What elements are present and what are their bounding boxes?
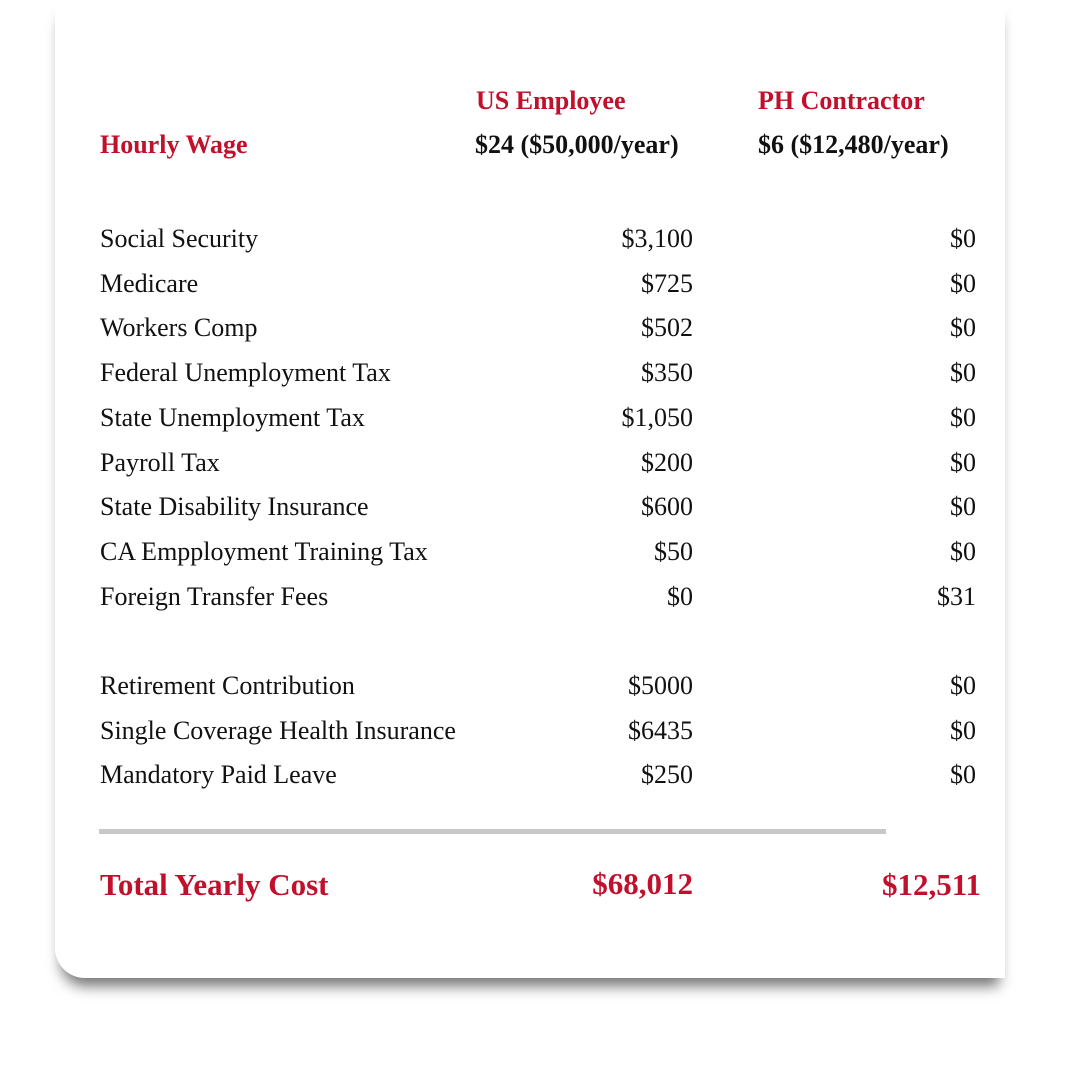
- row-label: CA Empployment Training Tax: [100, 536, 428, 566]
- ph-value: $0: [950, 760, 976, 790]
- ph-value: $0: [950, 224, 976, 253]
- row-label: Medicare: [100, 268, 199, 298]
- us-value: $350: [641, 358, 693, 388]
- us-value: $0: [667, 581, 693, 611]
- ph-value: $0: [950, 715, 976, 745]
- cost-row: [0, 760, 1080, 800]
- us-value: $600: [641, 492, 693, 522]
- hourly-wage-ph: $6 ($12,480/year): [758, 130, 949, 159]
- cost-row: [0, 492, 1080, 532]
- hourly-wage-us: $24 ($50,000/year): [475, 130, 679, 159]
- ph-value: $0: [950, 313, 976, 343]
- cost-row: [0, 269, 1080, 309]
- ph-value: $0: [950, 358, 976, 388]
- hourly-wage-label: Hourly Wage: [100, 130, 248, 159]
- total-ph: $12,511: [881, 867, 981, 902]
- us-value: $6435: [628, 715, 693, 745]
- ph-value: $0: [950, 447, 976, 477]
- cost-row: [0, 448, 1080, 488]
- total-us: $68,012: [592, 866, 693, 901]
- us-value: $50: [654, 536, 693, 566]
- us-value: $502: [641, 313, 693, 343]
- cost-row: [0, 537, 1080, 577]
- row-label: Workers Comp: [100, 313, 258, 343]
- cost-row: [0, 224, 1080, 264]
- ph-value: $0: [950, 492, 976, 522]
- cost-row: [0, 313, 1080, 353]
- cost-row: [0, 358, 1080, 398]
- row-label: Single Coverage Health Insurance: [100, 715, 456, 745]
- ph-value: $0: [950, 536, 976, 566]
- row-label: Retirement Contribution: [100, 671, 355, 700]
- ph-value: $0: [950, 402, 976, 432]
- cost-row: [0, 403, 1080, 443]
- row-label: Foreign Transfer Fees: [100, 581, 329, 611]
- total-label: Total Yearly Cost: [100, 867, 329, 902]
- column-header-ph-contractor: PH Contractor: [758, 86, 925, 115]
- cost-row: [0, 671, 1080, 711]
- ph-value: $0: [950, 671, 976, 700]
- us-value: $725: [641, 268, 693, 298]
- us-value: $1,050: [621, 402, 693, 432]
- cost-row: [0, 582, 1080, 622]
- row-label: Mandatory Paid Leave: [100, 760, 337, 790]
- us-value: $5000: [628, 671, 693, 700]
- total-divider: [99, 829, 886, 834]
- row-label: State Disability Insurance: [100, 492, 369, 522]
- ph-value: $0: [950, 268, 976, 298]
- row-label: Payroll Tax: [100, 447, 220, 477]
- row-label: Social Security: [100, 224, 259, 253]
- row-label: State Unemployment Tax: [100, 402, 365, 432]
- column-header-us-employee: US Employee: [476, 86, 626, 115]
- us-value: $3,100: [621, 224, 693, 253]
- ph-value: $31: [937, 581, 976, 611]
- us-value: $250: [641, 760, 693, 790]
- cost-row: [0, 716, 1080, 756]
- row-label: Federal Unemployment Tax: [100, 358, 391, 388]
- us-value: $200: [641, 447, 693, 477]
